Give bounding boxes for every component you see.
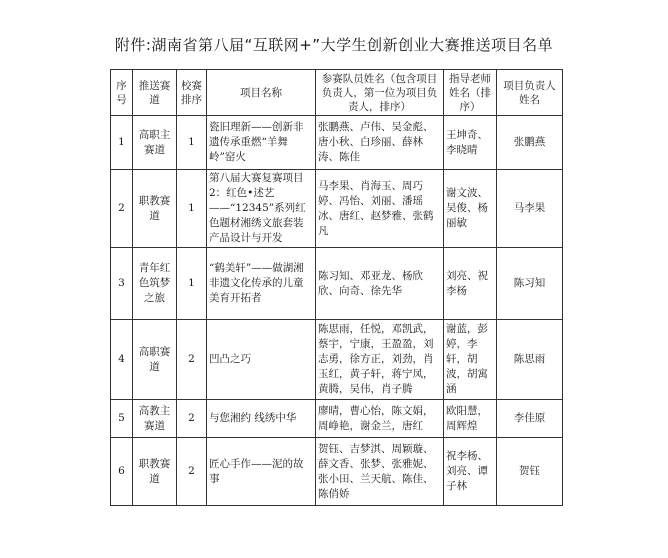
row-track: 高教主赛道 xyxy=(133,400,177,438)
row-track: 高职主赛道 xyxy=(133,116,177,170)
project-table xyxy=(110,69,563,506)
row-project: 第八届大赛复赛项目2：红色•述艺——“12345”系列红色题材湘绣文旅套装产品设计与开发 xyxy=(207,170,316,248)
row-no: 1 xyxy=(111,116,133,170)
row-advisors: 欧阳慧，周辉煌 xyxy=(444,400,497,438)
document-title: 附件:湖南省第八届“互联网+”大学生创新创业大赛推送项目名单 xyxy=(114,36,554,54)
table-row xyxy=(111,170,563,248)
header-rank: 校赛排序 xyxy=(177,70,207,116)
row-members: 贺钰、吉梦淇、周颖璇、薛文香、张梦、张雅妮、张小田、兰天航、陈佳、陈俏娇 xyxy=(316,438,444,506)
header-members: 参赛队员姓名（包含项目负责人，第一位为项目负责人，排序） xyxy=(316,70,444,116)
row-track: 职教赛道 xyxy=(133,170,177,248)
row-leader: 陈习知 xyxy=(497,248,563,320)
header-track: 推送赛道 xyxy=(133,70,177,116)
row-members: 陈思雨，任悦，邓凯武，蔡宇，宁康，王盈盈，刘志勇，徐方正，刘劲，肖玉红，黄子轩，蒋宁凤，黄腾，吴伟，肖子腾 xyxy=(316,320,444,400)
header-no: 序号 xyxy=(111,70,133,116)
row-members: 陈习知、邓亚龙、杨欣欣、向奇、徐先华 xyxy=(316,248,444,320)
row-rank: 1 xyxy=(177,170,207,248)
row-members: 马李果、肖海玉、周巧婷、冯怡、刘丽、潘瑶冰、唐红、赵梦雅、张鹤凡 xyxy=(316,170,444,248)
row-leader: 陈思雨 xyxy=(497,320,563,400)
header-leader: 项目负责人姓名 xyxy=(497,70,563,116)
header-project: 项目名称 xyxy=(207,70,316,116)
row-no: 6 xyxy=(111,438,133,506)
row-rank: 2 xyxy=(177,400,207,438)
row-members: 张鹏燕、卢伟、吴金彪、唐小秋、白珍丽、薛林涛、陈佳 xyxy=(316,116,444,170)
row-advisors: 祝李杨、刘亮、谭子林 xyxy=(444,438,497,506)
row-project: 与您湘约 线绣中华 xyxy=(207,400,316,438)
row-advisors: 刘亮、祝李杨 xyxy=(444,248,497,320)
row-rank: 2 xyxy=(177,438,207,506)
row-advisors: 谢蓝，彭婷，李轩，胡波，胡寓涵 xyxy=(444,320,497,400)
row-track: 职教赛道 xyxy=(133,438,177,506)
row-project: “鹤美轩”——做湖湘非遗文化传承的儿童美育开拓者 xyxy=(207,248,316,320)
row-leader: 李佳原 xyxy=(497,400,563,438)
row-leader: 马李果 xyxy=(497,170,563,248)
row-advisors: 王坤奇、李晓晴 xyxy=(444,116,497,170)
table-row xyxy=(111,116,563,170)
row-rank: 1 xyxy=(177,248,207,320)
header-advisors: 指导老师姓名（排序） xyxy=(444,70,497,116)
row-leader: 张鹏燕 xyxy=(497,116,563,170)
row-advisors: 谢文波、吴俊、杨丽敏 xyxy=(444,170,497,248)
table-row xyxy=(111,438,563,506)
row-project: 瓷旧理新——创新非遗传承重燃“羊舞岭”窑火 xyxy=(207,116,316,170)
row-no: 5 xyxy=(111,400,133,438)
row-project: 凹凸之巧 xyxy=(207,320,316,400)
row-leader: 贺钰 xyxy=(497,438,563,506)
table-row xyxy=(111,400,563,438)
row-rank: 1 xyxy=(177,116,207,170)
row-members: 廖晴，曹心怡，陈文娟，周峥艳，谢金兰，唐红 xyxy=(316,400,444,438)
row-no: 2 xyxy=(111,170,133,248)
header-row xyxy=(111,70,563,116)
row-track: 青年红色筑梦之旅 xyxy=(133,248,177,320)
row-track: 高职赛道 xyxy=(133,320,177,400)
row-project: 匠心手作——泥的故事 xyxy=(207,438,316,506)
table-row xyxy=(111,248,563,320)
table-row xyxy=(111,320,563,400)
row-no: 3 xyxy=(111,248,133,320)
row-no: 4 xyxy=(111,320,133,400)
row-rank: 2 xyxy=(177,320,207,400)
